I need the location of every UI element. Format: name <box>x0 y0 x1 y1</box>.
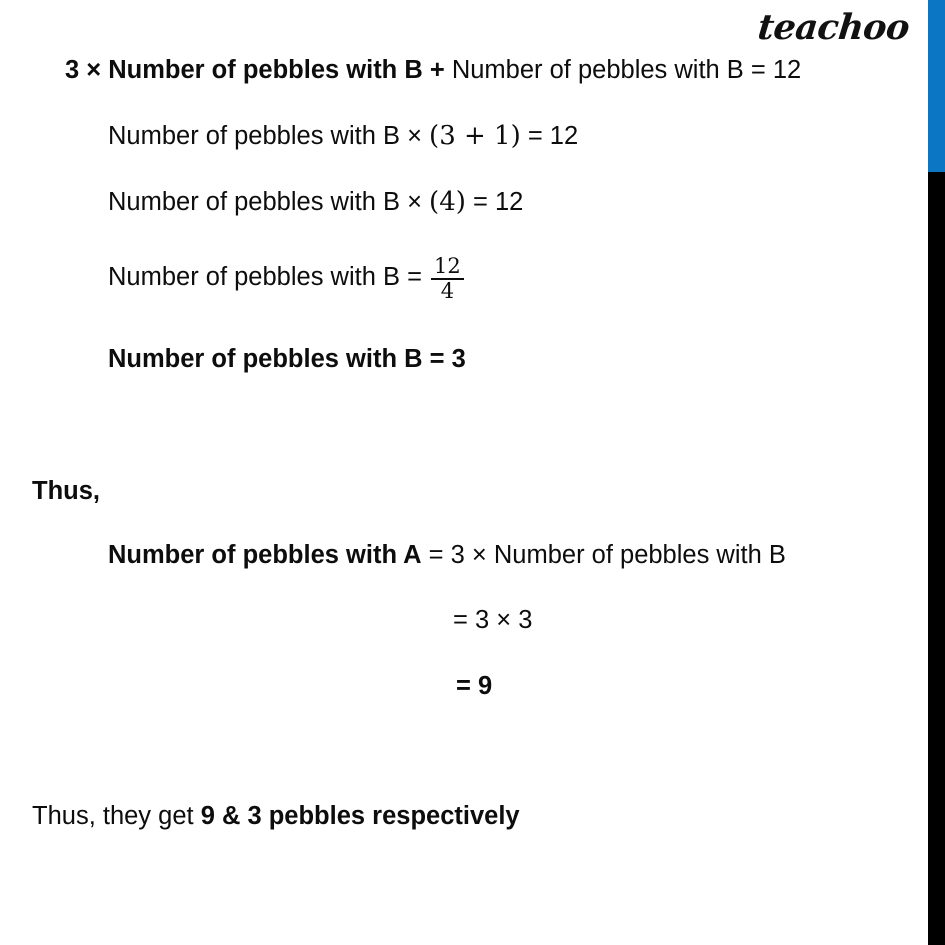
line-6-regular: = 3 × Number of pebbles with B <box>421 541 786 569</box>
solution-line-6 <box>108 541 786 569</box>
line-3-math: (4) <box>429 187 466 217</box>
solution-line-8-result-a: = 9 <box>456 672 493 700</box>
teachoo-logo: teachoo <box>755 7 912 48</box>
line-2-math: (3 + 1) <box>429 121 521 151</box>
line-3-lead: Number of pebbles with B × <box>108 188 430 216</box>
solution-line-3 <box>108 188 523 217</box>
fraction-twelve-over-four <box>431 256 464 302</box>
solution-line-1 <box>65 56 801 84</box>
thus-label: Thus, <box>32 477 100 505</box>
solution-line-4 <box>108 256 464 302</box>
solution-conclusion <box>32 802 520 830</box>
line-3-tail: = 12 <box>465 188 524 216</box>
fraction-denominator: 4 <box>440 279 455 303</box>
line-2-tail: = 12 <box>520 122 579 150</box>
line-1-bold: 3 × Number of pebbles with B + <box>65 56 445 84</box>
solution-line-5-result-b: Number of pebbles with B = 3 <box>108 345 466 373</box>
conclusion-regular: Thus, they get <box>32 802 201 830</box>
line-4-lead: Number of pebbles with B = <box>108 262 430 291</box>
conclusion-bold: 9 & 3 pebbles respectively <box>200 802 520 830</box>
right-edge-blue-bar <box>928 0 945 172</box>
line-2-lead: Number of pebbles with B × <box>108 122 430 150</box>
solution-line-2 <box>108 122 578 151</box>
solution-line-7: = 3 × 3 <box>453 606 533 634</box>
line-6-bold: Number of pebbles with A <box>108 541 422 569</box>
right-edge-black-bar <box>928 172 945 945</box>
line-1-regular: Number of pebbles with B = 12 <box>444 56 802 84</box>
fraction-numerator: 12 <box>434 254 461 278</box>
